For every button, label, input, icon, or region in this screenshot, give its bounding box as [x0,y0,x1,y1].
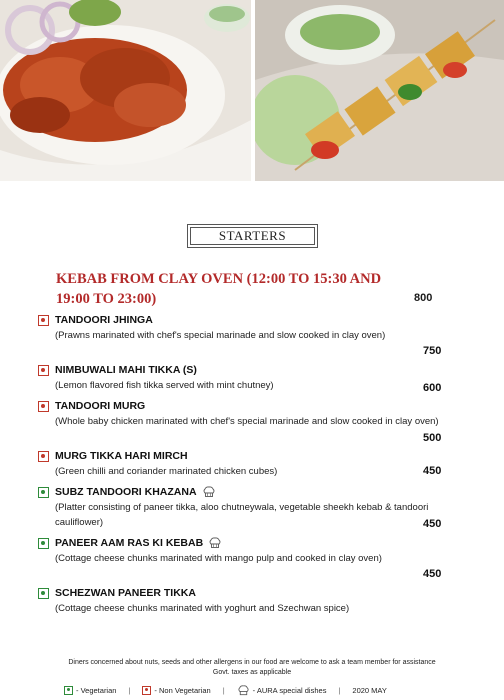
header-photos [0,0,504,181]
item-name: TANDOORI MURG [55,400,146,412]
menu-item-tandoori-jhinga [38,312,458,343]
item-description: (Green chilli and coriander marinated chicken cubes) [55,466,278,477]
item-price: 450 [423,568,442,580]
non-veg-mark-icon [38,365,49,376]
item-description: (Cottage cheese chunks marinated with mango pulp and cooked in clay oven) [55,553,382,564]
menu-item-nimbuwali-mahi-tikka [38,362,458,393]
category-price: 800 [414,292,433,304]
veg-mark-icon [38,487,49,498]
legend-date: 2020 MAY [352,685,387,695]
item-name: SUBZ TANDOORI KHAZANA [55,486,197,498]
item-price: 750 [423,345,442,357]
chef-hat-icon [202,485,216,499]
legend-veg-label: - Vegetarian [76,685,117,695]
item-description: (Cottage cheese chunks marinated with yoghurt and Szechwan spice) [55,603,350,614]
non-veg-mark-icon [38,401,49,412]
menu-item-schezwan-paneer-tikka [38,585,458,616]
non-veg-mark-icon [38,315,49,326]
tandoori-chicken-photo [0,0,251,181]
non-veg-mark-icon [38,451,49,462]
menu-item-paneer-aam-ras-ki-kebab [38,535,458,566]
section-title-frame [187,224,318,248]
category-title: KEBAB FROM CLAY OVEN (12:00 TO 15:30 AND 19:00 TO 23:00) [56,271,382,307]
footer-note [0,658,504,678]
paneer-tikka-photo [255,0,504,181]
item-name: PANEER AAM RAS KI KEBAB [55,537,204,549]
menu-item-murg-tikka-hari-mirch [38,448,458,479]
item-price: 450 [423,518,442,530]
menu-item-tandoori-murg [38,398,458,429]
item-name: SCHEZWAN PANEER TIKKA [55,587,196,599]
allergen-note: Diners concerned about nuts, seeds and other allergens in our food are welcome to ask a team member for assistance [68,659,436,666]
item-name: NIMBUWALI MAHI TIKKA (S) [55,364,197,376]
menu-item-subz-tandoori-khazana [38,484,458,530]
veg-mark-icon [38,538,49,549]
item-description: (Whole baby chicken marinated with chef's special marinade and slow cooked in clay oven) [55,416,439,427]
chef-hat-icon [237,684,250,697]
item-price: 450 [423,465,442,477]
legend-special-label: - AURA special dishes [252,685,327,695]
chef-hat-icon [208,536,222,550]
item-description: (Platter consisting of paneer tikka, aloo chutneywala, vegetable sheekh kebab & tandoori cauliflower) [55,502,429,528]
item-description: (Lemon flavored fish tikka served with mint chutney) [55,380,274,391]
veg-mark-icon [64,686,73,695]
tax-note: Govt. taxes as applicable [212,669,292,676]
non-veg-mark-icon [142,686,151,695]
veg-mark-icon [38,588,49,599]
legend-nonveg-label: - Non Vegetarian [154,685,211,695]
item-name: MURG TIKKA HARI MIRCH [55,450,188,462]
item-description: (Prawns marinated with chef's special marinade and slow cooked in clay oven) [55,330,386,341]
item-name: TANDOORI JHINGA [55,314,153,326]
section-title: STARTERS [190,227,315,245]
item-price: 500 [423,432,442,444]
item-price: 600 [423,382,442,394]
legend: - Vegetarian | - Non Vegetarian | - AURA special dishes | 2020 MAY [64,683,387,697]
